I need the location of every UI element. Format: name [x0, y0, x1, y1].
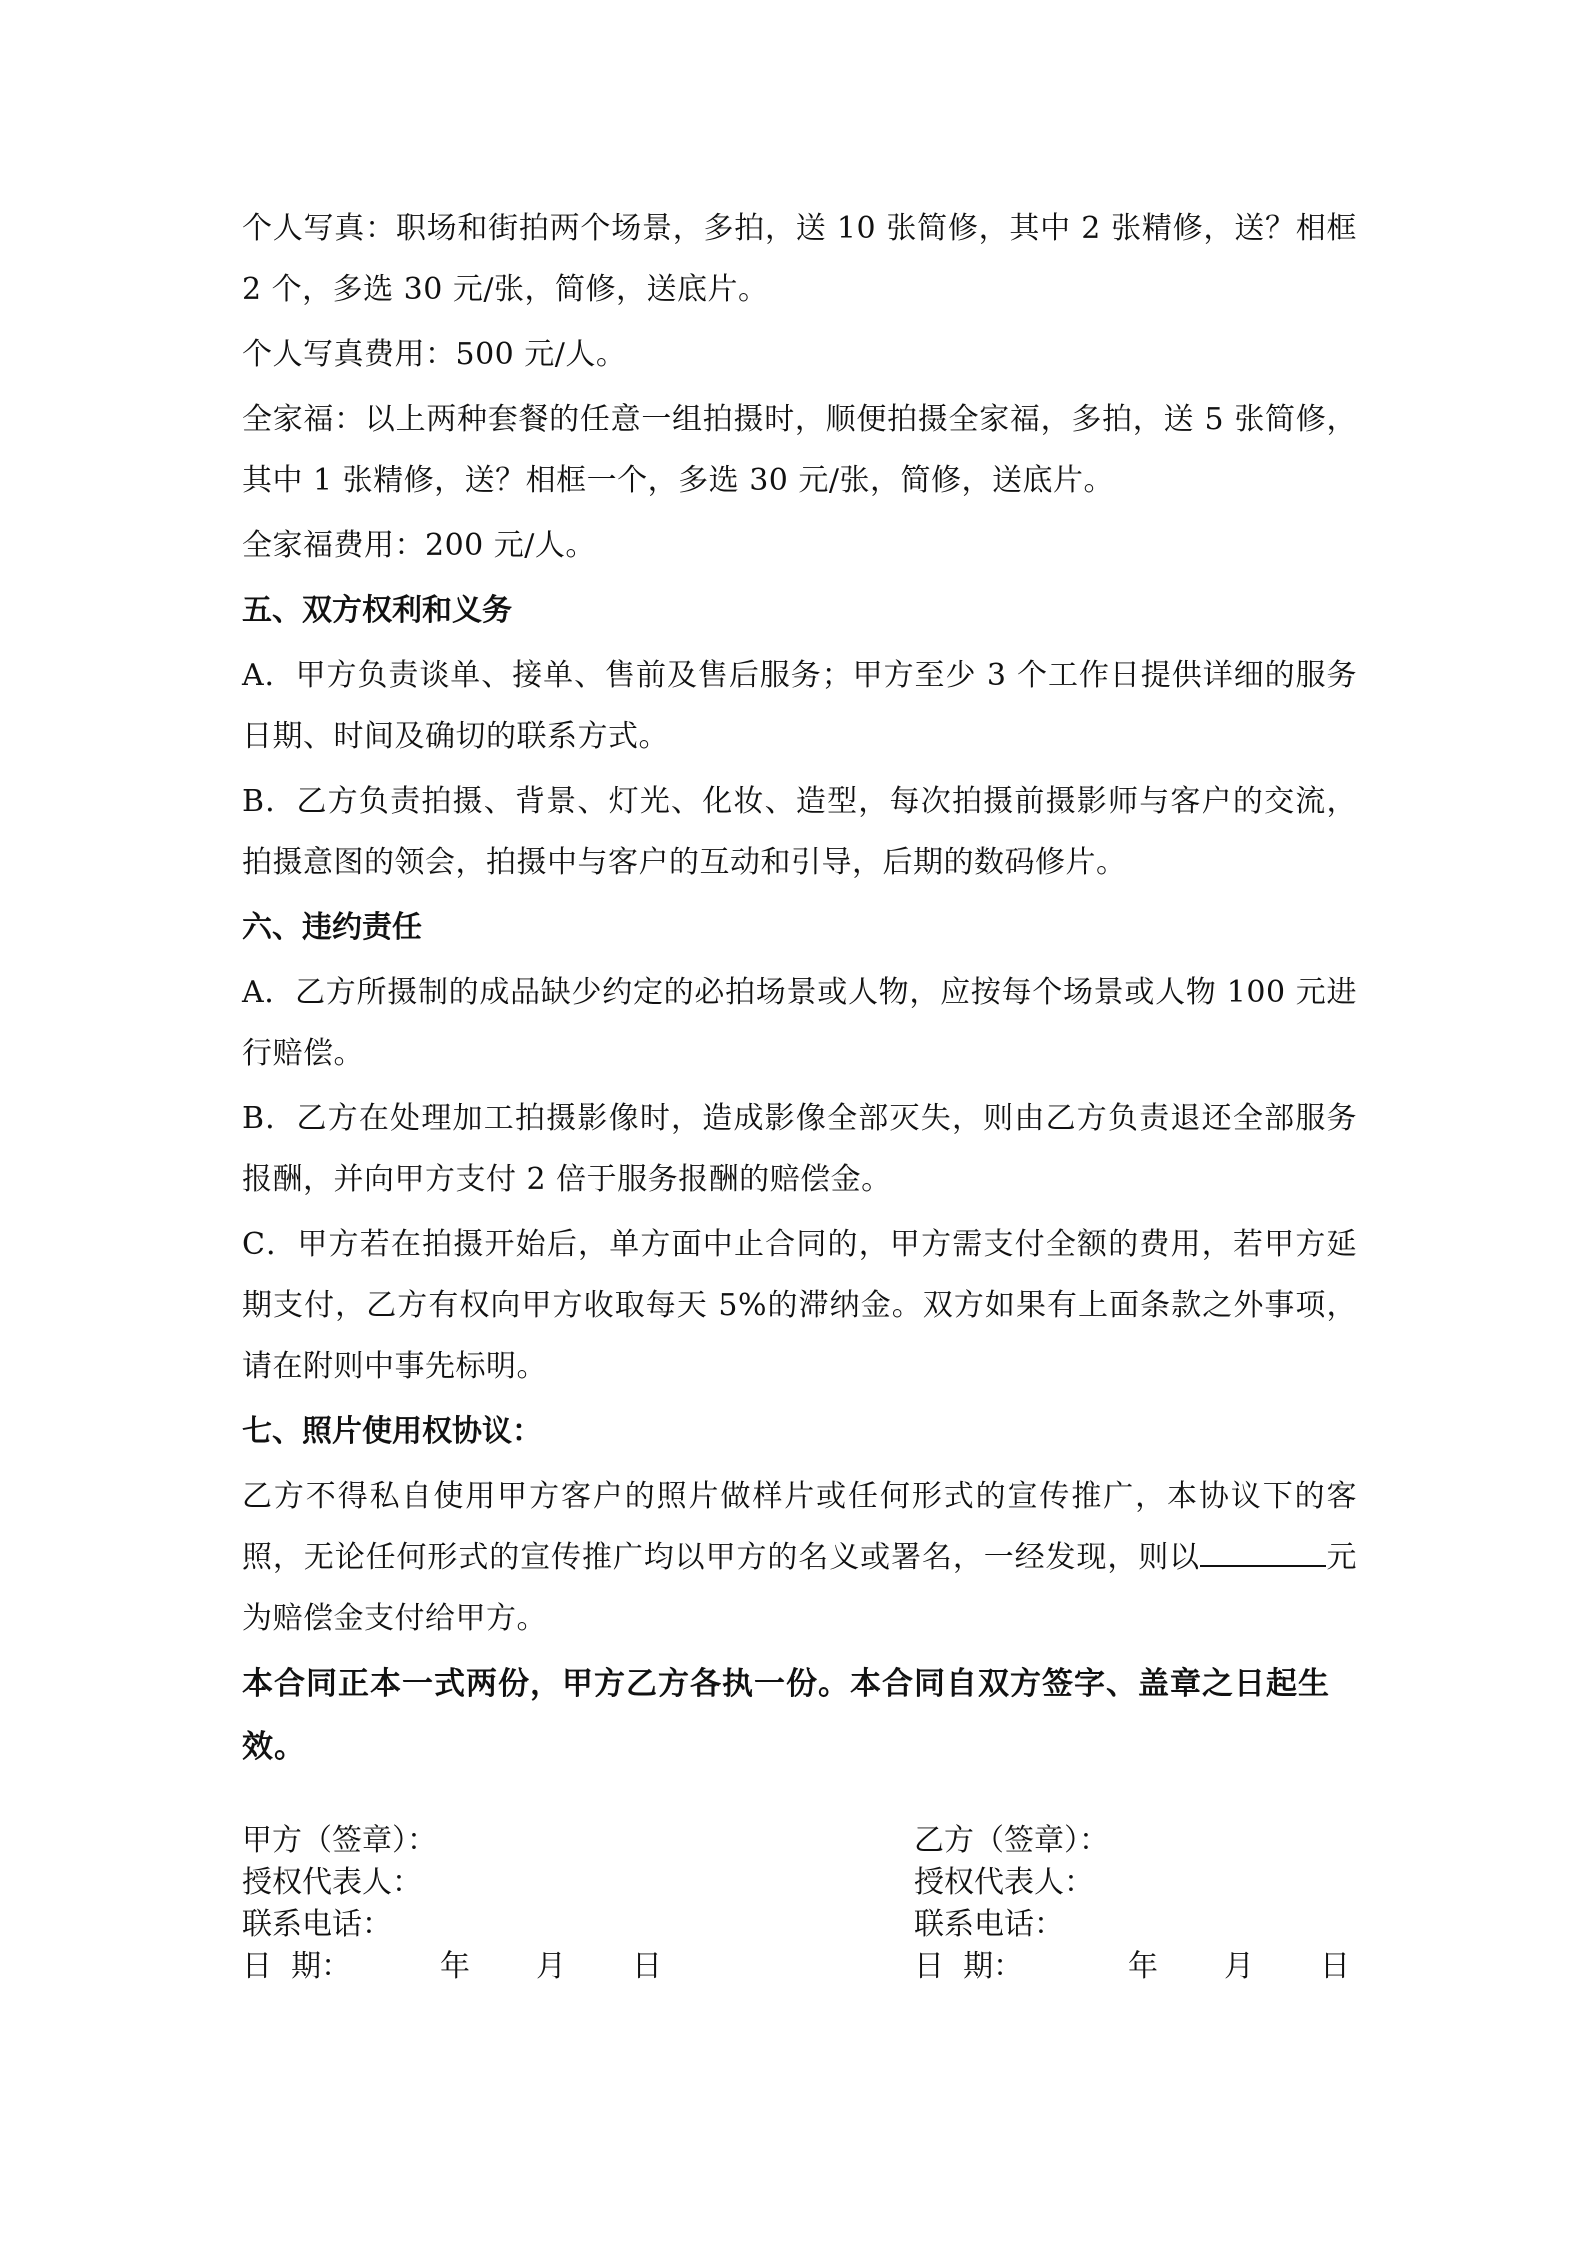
section-heading-photo-usage: 七、照片使用权协议：: [242, 1414, 542, 1449]
paragraph-portrait-package: 个人写真：职场和街拍两个场景，多拍，送 10 张简修，其中 2 张精修，送？相框 2 个，多选 30 元/张，简修，送底片。: [242, 211, 1357, 307]
party-a-sign-label: 甲方（签章）：: [242, 1823, 437, 1858]
party-b-day: 日: [1320, 1949, 1350, 1984]
paragraph-rights-b: B．乙方负责拍摄、背景、灯光、化妆、造型，每次拍摄前摄影师与客户的交流，拍摄意图的领会，拍摄中与客户的互动和引导，后期的数码修片。: [242, 784, 1357, 880]
party-b-month: 月: [1224, 1949, 1254, 1984]
party-a-year: 年: [440, 1949, 470, 1984]
paragraph-liability-a: A．乙方所摄制的成品缺少约定的必拍场景或人物，应按每个场景或人物 100 元进行赔偿。: [242, 975, 1357, 1071]
paragraph-liability-c: C．甲方若在拍摄开始后，单方面中止合同的，甲方需支付全额的费用，若甲方延期支付，乙方有权向甲方收取每天 5%的滞纳金。双方如果有上面条款之外事项，请在附则中事先标明。: [242, 1227, 1357, 1384]
party-a-day: 日: [632, 1949, 662, 1984]
party-b-phone-label: 联系电话：: [914, 1907, 1064, 1942]
paragraph-portrait-fee: 个人写真费用：500 元/人。: [242, 337, 627, 372]
party-b-date-row: [914, 1946, 1350, 1988]
party-a-date-label: 日 期：: [242, 1949, 352, 1984]
party-a-date-row: [242, 1946, 662, 1988]
paragraph-rights-a: A．甲方负责谈单、接单、售前及售后服务；甲方至少 3 个工作日提供详细的服务日期、时间及确切的联系方式。: [242, 658, 1357, 754]
party-a-month: 月: [536, 1949, 566, 1984]
party-b-year: 年: [1128, 1949, 1158, 1984]
paragraph-photo-usage: [242, 1466, 1357, 1649]
party-a-rep-label: 授权代表人：: [242, 1865, 422, 1900]
paragraph-family-package: 全家福：以上两种套餐的任意一组拍摄时，顺便拍摄全家福，多拍，送 5 张简修，其中 1 张精修，送？相框一个，多选 30 元/张，简修，送底片。: [242, 402, 1357, 498]
paragraph-liability-b: B．乙方在处理加工拍摄影像时，造成影像全部灭失，则由乙方负责退还全部服务报酬，并向甲方支付 2 倍于服务报酬的赔偿金。: [242, 1101, 1357, 1197]
party-b-sign-label: 乙方（签章）：: [914, 1823, 1109, 1858]
usage-text-after: 元为赔偿金支付给甲方。: [242, 1540, 1357, 1636]
usage-text-before: 乙方不得私自使用甲方客户的照片做样片或任何形式的宣传推广，本协议下的客照，无论任何形式的宣传推广均以甲方的名义或署名，一经发现，则以: [242, 1479, 1357, 1575]
party-a-phone-label: 联系电话：: [242, 1907, 392, 1942]
party-b-date-label: 日 期：: [914, 1949, 1024, 1984]
party-b-rep-label: 授权代表人：: [914, 1865, 1094, 1900]
paragraph-family-fee: 全家福费用：200 元/人。: [242, 528, 596, 563]
compensation-blank: [1200, 1535, 1326, 1567]
signature-block-party-b: [914, 1820, 1350, 1988]
signature-block-party-a: [242, 1820, 662, 1988]
section-heading-rights: 五、双方权利和义务: [242, 593, 512, 628]
section-heading-liability: 六、违约责任: [242, 910, 422, 945]
closing-statement: 本合同正本一式两份，甲方乙方各执一份。本合同自双方签字、盖章之日起生效。: [242, 1666, 1330, 1765]
contract-body: [242, 198, 1357, 1779]
